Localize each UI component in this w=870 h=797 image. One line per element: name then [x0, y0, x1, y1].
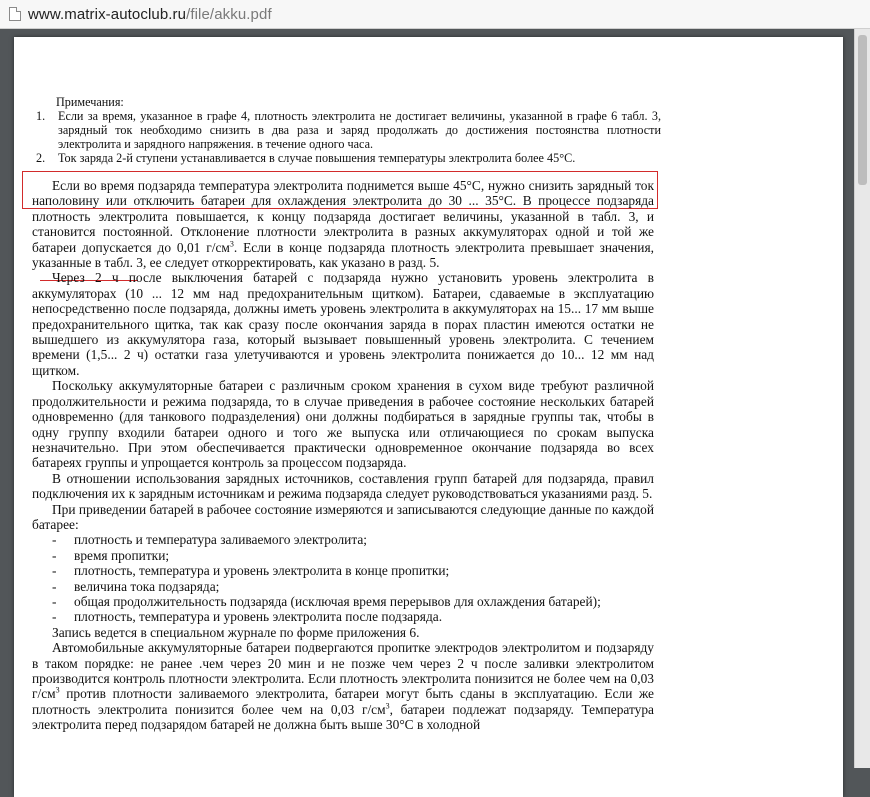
list-item-text: общая продолжительность подзаряда (исключая время перерывов для охлаждения батарей); — [74, 593, 601, 609]
paragraph: Через 2 ч после выключения батарей с подзаряда нужно установить уровень электролита в аккумуляторах (10 ... 12 мм над предохранительным щитком). Батареи, сдаваемые в эксплуатацию непосредственно после подзаряда, должны иметь уровень электролита в аккумуляторах на 15... 17 мм выше предохранительного щитка, так как сразу после окончания заряда в порах пластин имеются остатки не вышедшего из аккумулятора газа, который вызывает повышенный уровень электролита. С течением времени (1,5... 2 ч) остатки газа улетучиваются и уровень электролита понижается до 10... 12 мм над щитком. — [32, 270, 654, 378]
list-item — [32, 594, 654, 609]
list-item — [32, 563, 654, 578]
url-text[interactable] — [28, 6, 272, 23]
pdf-viewer[interactable] — [0, 29, 870, 768]
paragraph-text: против плотности заливаемого электролита, батареи могут быть сданы в эксплуатацию. Если же плотность электролита понизится более чем на 0,03 г/см — [32, 686, 654, 717]
note-text: Ток заряда 2-й ступени устанавливается в случае повышения температуры электролита более 45°С. — [58, 151, 576, 165]
paragraph-text: Если во время подзаряда температура электролита поднимется выше 45°С, нужно снизить зарядный ток наполовину или отключить батареи для охлаждения электролита до 30 ... 35°С. В процессе подзаряда плотность электролита повышается, к концу подзаряда достигает величины, указанной в табл. 3, и становится постоянной. Отклонение плотности электролита в разных аккумуляторах одной и той же батареи допускается до 0,01 г/см — [32, 178, 654, 255]
note-text: Если за время, указанное в графе 4, плотность электролита не достигает величины, указанной в графе 6 табл. 3, зарядный ток необходимо снизить в два раза и заряд продолжать до достижения постоянства плотности электролита и зарядного напряжения. в течение одного часа. — [58, 109, 661, 151]
paragraph: Запись ведется в специальном журнале по форме приложения 6. — [52, 624, 420, 640]
bullet-dash: - — [52, 563, 57, 579]
paragraph: В отношении использования зарядных источников, составления групп батарей для подзаряда, правил подключения их к зарядным источникам и режима подзаряда следует руководствоваться указаниями разд. 5. — [32, 470, 654, 502]
notes-block — [36, 95, 661, 165]
list-item-text: время пропитки; — [74, 547, 170, 563]
list-item — [32, 579, 654, 594]
paragraph: При приведении батарей в рабочее состояние измеряются и записываются следующие данные по каждой батарее: — [32, 501, 654, 532]
bullet-dash: - — [52, 609, 57, 625]
note-number: 1. — [36, 109, 46, 123]
note-item — [36, 109, 661, 151]
address-bar[interactable] — [0, 0, 870, 29]
superscript: 3 — [55, 685, 60, 695]
list-item — [32, 548, 654, 563]
paragraph-text: , батареи подлежат подзаряду. Температура электролита перед подзарядом батарей не должна быть выше 30°С в холодной — [32, 701, 654, 733]
bullet-dash: - — [52, 593, 57, 609]
paragraph — [32, 640, 654, 732]
document-body — [32, 178, 654, 733]
paragraph-text: . Если в конце подзаряда плотность электролита превышает значения, указанные в табл. 3, ее следует откорректировать, как указано в разд. 5. — [32, 239, 654, 271]
pdf-page — [14, 37, 843, 797]
bullet-dash: - — [52, 547, 57, 563]
list-item-text: плотность, температура и уровень электролита в конце пропитки; — [74, 563, 450, 579]
superscript: 3 — [229, 239, 234, 249]
bullet-dash: - — [52, 578, 57, 594]
vertical-scrollbar[interactable] — [854, 29, 870, 768]
url-path: /file/akku.pdf — [186, 5, 272, 23]
notes-title: Примечания: — [56, 95, 124, 109]
note-number: 2. — [36, 151, 46, 165]
page-icon — [9, 7, 21, 21]
list-item — [32, 532, 654, 547]
url-host: www.matrix-autoclub.ru — [28, 5, 187, 23]
paragraph: Поскольку аккумуляторные батареи с различным сроком хранения в сухом виде требуют различной продолжительности и режима подзаряда, то в случае приведения в рабочее состояние нескольких батарей одновременно (для танкового подразделения) они должны подбираться в зарядные группы так, чтобы в одну группу входили батареи одного и того же выпуска или отличающиеся по срокам выпуска незначительно. При этом обеспечивается практически одновременное окончание подзаряда во всех батареях группы и упрощается контроль за процессом подзаряда. — [32, 378, 654, 471]
scrollbar-thumb[interactable] — [858, 35, 867, 185]
paragraph — [32, 178, 654, 270]
list-item-text: величина тока подзаряда; — [74, 578, 220, 594]
note-item — [36, 151, 661, 165]
list-item-text: плотность и температура заливаемого электролита; — [74, 532, 368, 548]
paragraph-text: Автомобильные аккумуляторные батареи подвергаются пропитке электродов электролитом и подзаряду в таком порядке: не ранее .чем через 20 мин и не позже чем через 2 ч после заливки электролитом производится контроль плотности электролита. Если плотность электролита понизится не более чем на 0,03 г/см — [32, 640, 654, 702]
superscript: 3 — [385, 701, 390, 711]
list-item — [32, 609, 654, 624]
bullet-dash: - — [52, 532, 57, 548]
list-item-text: плотность, температура и уровень электролита после подзаряда. — [74, 609, 443, 625]
